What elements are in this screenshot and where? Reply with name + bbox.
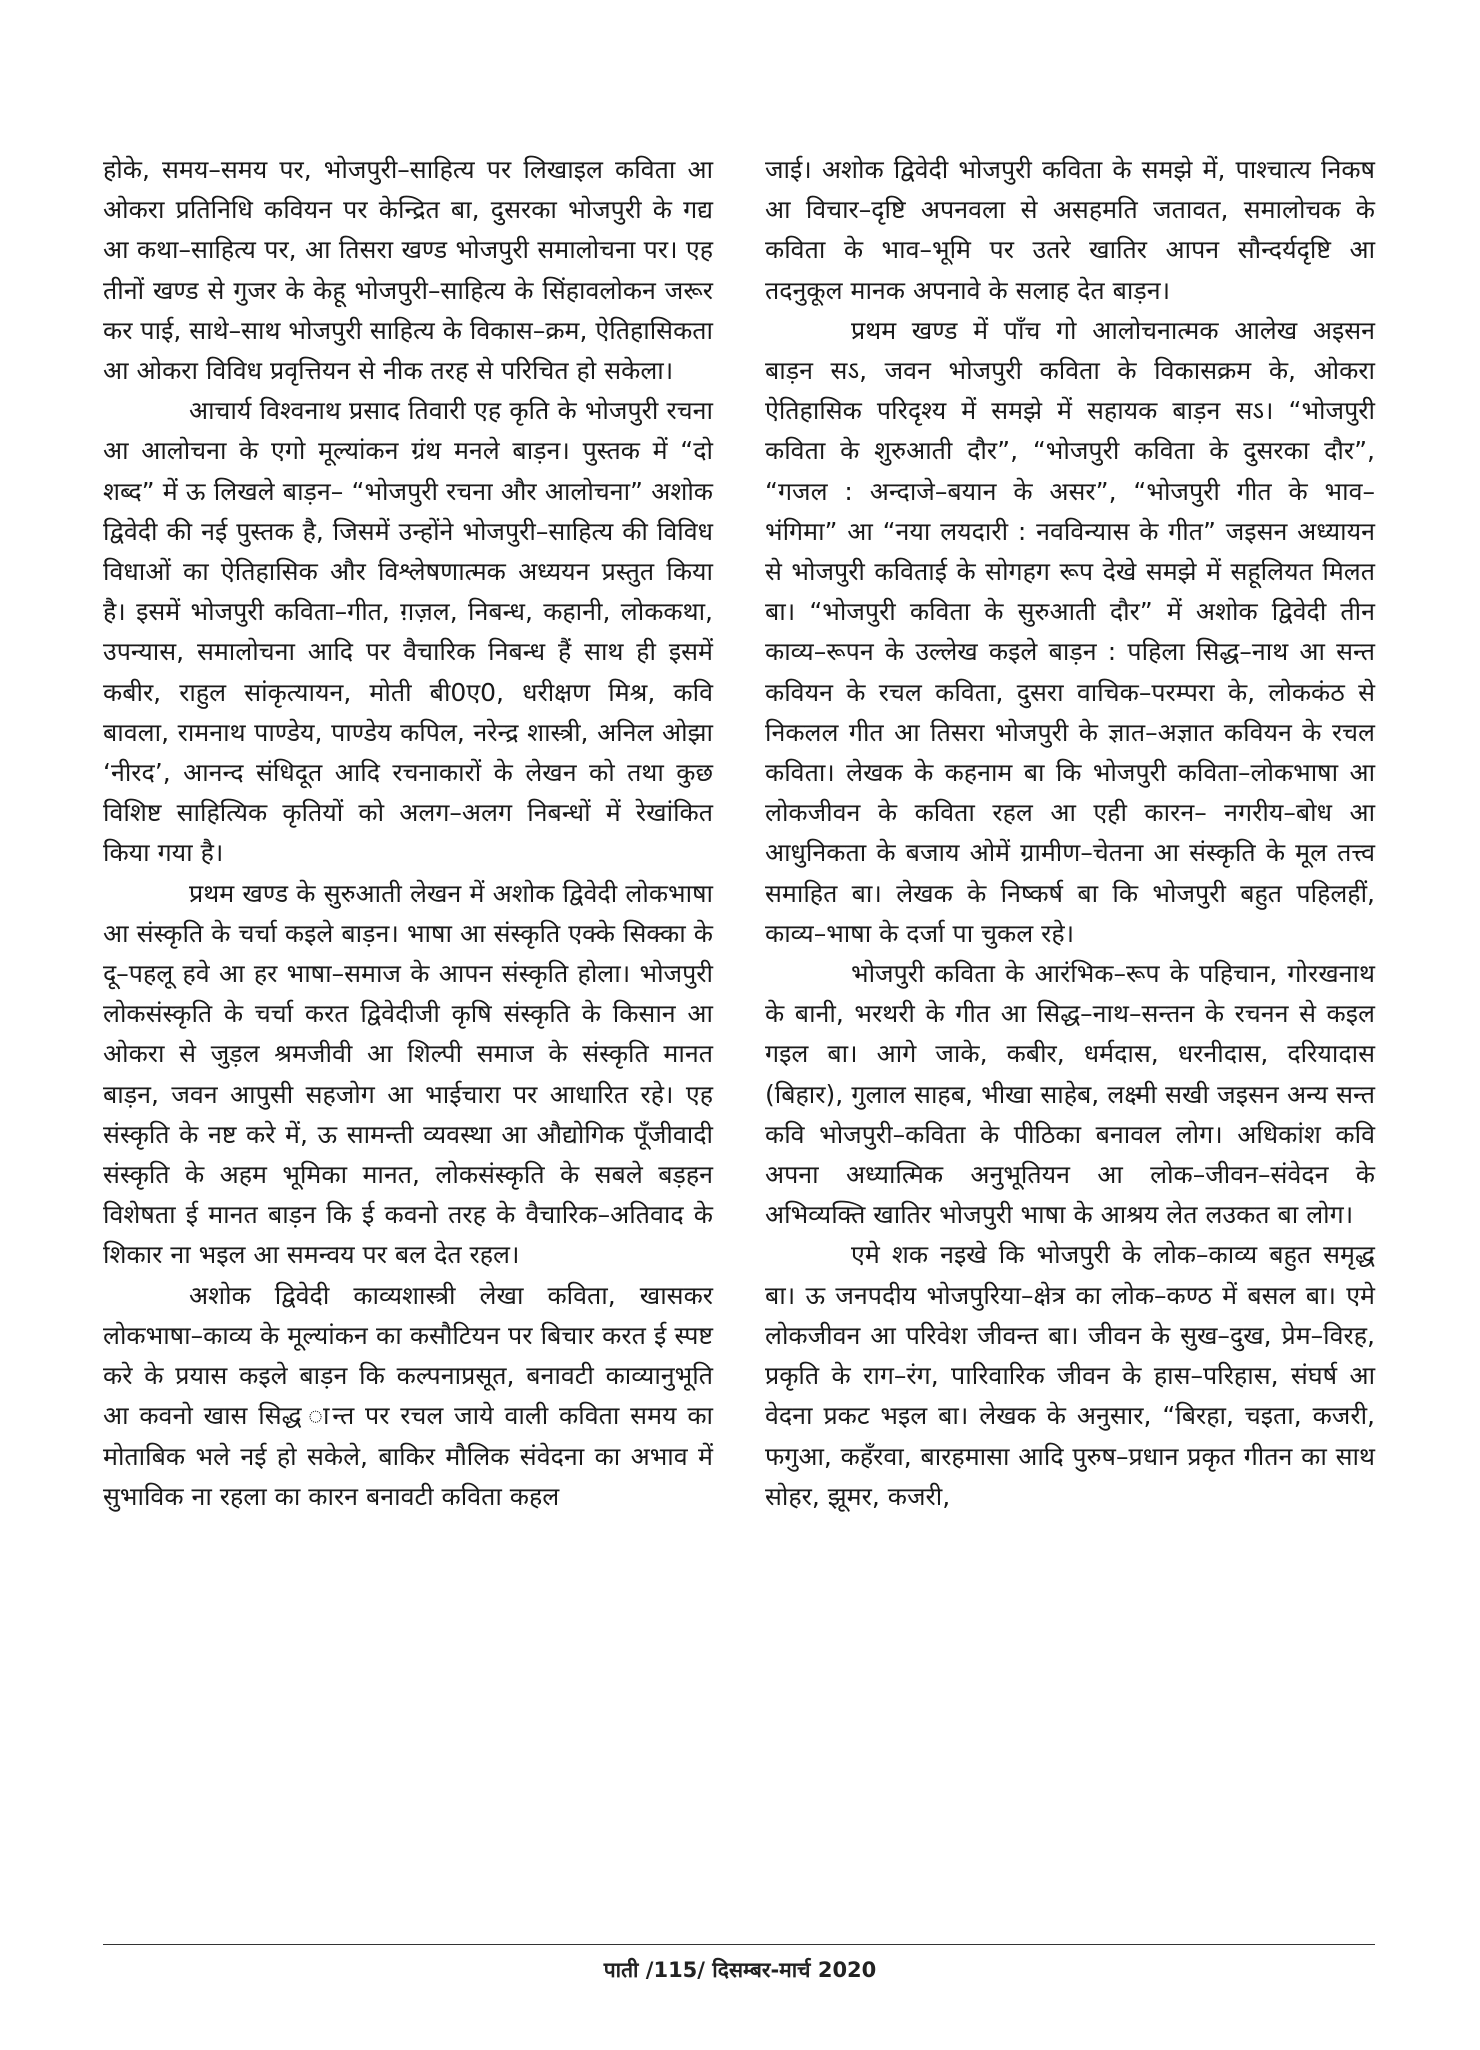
paragraph: एमे शक नइखे कि भोजपुरी के लोक–काव्य बहुत समृद्ध बा। ऊ जनपदीय भोजपुरिया–क्षेत्र का लोक–कण्ठ में बसल बा। एमे लोकजीवन आ परिवेश जीवन्त बा। जीवन के सुख–दुख, प्रेम–विरह, प्रकृति के राग–रंग, पारिवारिक जीवन के हास–परिहास, संघर्ष आ वेदना प्रकट भइल बा। लेखक के अनुसार, “बिरहा, चइता, कजरी, फगुआ, कहँरवा, बारहमासा आदि पुरुष–प्रधान प्रकृत गीतन का साथ सोहर, झूमर, कजरी, — [765, 1240, 1375, 1511]
paragraph: प्रथम खण्ड में पाँच गो आलोचनात्मक आलेख अइसन बाड़न सऽ, जवन भोजपुरी कविता के विकासक्रम के, ओकरा ऐतिहासिक परिदृश्य में समझे में सहायक बाड़न सऽ। “भोजपुरी कविता के शुरुआती दौर”, “भोजपुरी कविता के दुसरका दौर”, “गजल : अन्दाजे–बयान के असर”, “भोजपुरी गीत के भाव–भंगिमा” आ “नया लयदारी : नवविन्यास के गीत” जइसन अध्यायन से भोजपुरी कविताई के सोगहग रूप देखे समझे में सहूलियत मिलत बा। “भोजपुरी कविता के सुरुआती दौर” में अशोक द्विवेदी तीन काव्य–रूपन के उल्लेख कइले बाड़न : पहिला सिद्ध–नाथ आ सन्त कवियन के रचल कविता, दुसरा वाचिक–परम्परा के, लोककंठ से निकलल गीत आ तिसरा भोजपुरी के ज्ञात–अज्ञात कवियन के रचल कविता। लेखक के कहनाम बा कि भोजपुरी कविता–लोकभाषा आ लोकजीवन के कविता रहल आ एही कारन– नगरीय–बोध आ आधुनिकता के बजाय ओमें ग्रामीण–चेतना आ संस्कृति के मूल तत्त्व समाहित बा। लेखक के निष्कर्ष बा कि भोजपुरी बहुत पहिलहीं, काव्य–भाषा के दर्जा पा चुकल रहे। — [765, 315, 1375, 948]
footer-divider — [103, 1944, 1375, 1945]
paragraph: भोजपुरी कविता के आरंभिक–रूप के पहिचान, गोरखनाथ के बानी, भरथरी के गीत आ सिद्ध–नाथ–सन्तन के रचनन से कइल गइल बा। आगे जाके, कबीर, धर्मदास, धरनीदास, दरियादास (बिहार), गुलाल साहब, भीखा साहेब, लक्ष्मी सखी जइसन अन्य सन्त कवि भोजपुरी–कविता के पीठिका बनावल लोग। अधिकांश कवि अपना अध्यात्मिक अनुभूतियन आ लोक–जीवन–संवेदन के अभिव्यक्ति खातिर भोजपुरी भाषा के आश्रय लेत लउकत बा लोग। — [765, 959, 1375, 1230]
page-footer: पाती /115/ दिसम्बर-मार्च 2020 — [603, 1958, 877, 1982]
paragraph: जाई। अशोक द्विवेदी भोजपुरी कविता के समझे में, पाश्चात्य निकष आ विचार–दृष्टि अपनवला से असहमति जतावत, समालोचक के कविता के भाव–भूमि पर उतरे खातिर आपन सौन्दर्यदृष्टि आ तदनुकूल मानक अपनावे के सलाह देत बाड़न। — [765, 155, 1375, 305]
right-text-column — [765, 150, 1375, 1517]
paragraph: होके, समय–समय पर, भोजपुरी–साहित्य पर लिखाइल कविता आ ओकरा प्रतिनिधि कवियन पर केन्द्रित बा, दुसरका भोजपुरी के गद्य आ कथा–साहित्य पर, आ तिसरा खण्ड भोजपुरी समालोचना पर। एह तीनों खण्ड से गुजर के केहू भोजपुरी–साहित्य के सिंहावलोकन जरूर कर पाई, साथे–साथ भोजपुरी साहित्य के विकास–क्रम, ऐतिहासिकता आ ओकरा विविध प्रवृत्तियन से नीक तरह से परिचित हो सकेला। — [103, 155, 713, 386]
paragraph: अशोक द्विवेदी काव्यशास्त्री लेखा कविता, खासकर लोकभाषा–काव्य के मूल्यांकन का कसौटियन पर बिचार करत ई स्पष्ट करे के प्रयास कइले बाड़न कि कल्पनाप्रसूत, बनावटी काव्यानुभूति आ कवनो खास सिद्ध ान्त पर रचल जाये वाली कविता समय का मोताबिक भले नई हो सकेले, बाकिर मौलिक संवेदना का अभाव में सुभाविक ना रहला का कारन बनावटी कविता कहल — [103, 1280, 713, 1511]
left-text-column — [103, 150, 713, 1517]
paragraph: आचार्य विश्वनाथ प्रसाद तिवारी एह कृति के भोजपुरी रचना आ आलोचना के एगो मूल्यांकन ग्रंथ मनले बाड़न। पुस्तक में “दो शब्द” में ऊ लिखले बाड़न– “भोजपुरी रचना और आलोचना” अशोक द्विवेदी की नई पुस्तक है, जिसमें उन्होंने भोजपुरी–साहित्य की विविध विधाओं का ऐतिहासिक और विश्लेषणात्मक अध्ययन प्रस्तुत किया है। इसमें भोजपुरी कविता–गीत, ग़ज़ल, निबन्ध, कहानी, लोककथा, उपन्यास, समालोचना आदि पर वैचारिक निबन्ध हैं साथ ही इसमें कबीर, राहुल सांकृत्यायन, मोती बी0ए0, धरीक्षण मिश्र, कवि बावला, रामनाथ पाण्डेय, पाण्डेय कपिल, नरेन्द्र शास्त्री, अनिल ओझा ‘नीरद’, आनन्द संधिदूत आदि रचनाकारों के लेखन को तथा कुछ विशिष्ट साहित्यिक कृतियों को अलग–अलग निबन्धों में रेखांकित किया गया है। — [103, 396, 713, 868]
paragraph: प्रथम खण्ड के सुरुआती लेखन में अशोक द्विवेदी लोकभाषा आ संस्कृति के चर्चा कइले बाड़न। भाषा आ संस्कृति एक्के सिक्का के दू–पहलू हवे आ हर भाषा–समाज के आपन संस्कृति होला। भोजपुरी लोकसंस्कृति के चर्चा करत द्विवेदीजी कृषि संस्कृति के किसान आ ओकरा से जुड़ल श्रमजीवी आ शिल्पी समाज के संस्कृति मानत बाड़न, जवन आपुसी सहजोग आ भाईचारा पर आधारित रहे। एह संस्कृति के नष्ट करे में, ऊ सामन्ती व्यवस्था आ औद्योगिक पूँजीवादी संस्कृति के अहम भूमिका मानत, लोकसंस्कृति के सबले बड़हन विशेषता ई मानत बाड़न कि ई कवनो तरह के वैचारिक–अतिवाद के शिकार ना भइल आ समन्वय पर बल देत रहल। — [103, 878, 713, 1270]
